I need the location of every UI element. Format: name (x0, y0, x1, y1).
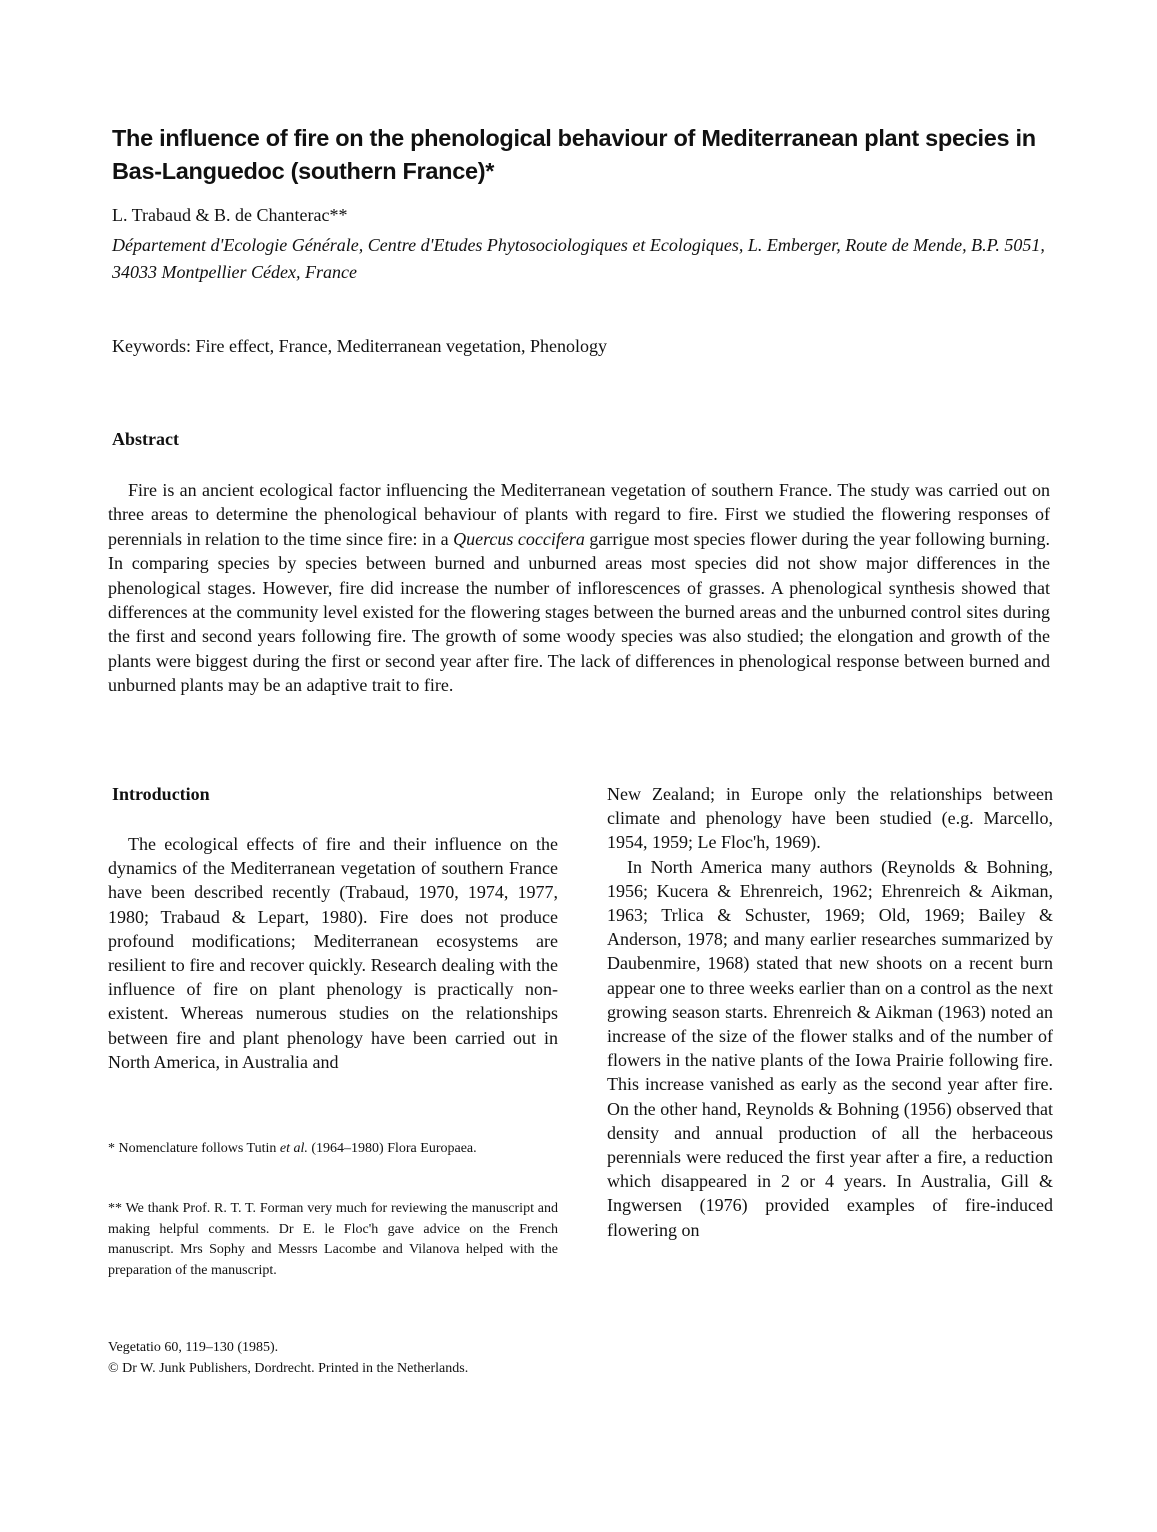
abstract-text-part-1: Fire is an ancient ecological factor influencing the Mediterranean vegetation of southern France. The study was carried out on three areas to determine the phenological behaviour of plants with regard to fire. First we studied the flowering responses of perennials in relation to the time since fire: in a (108, 480, 1050, 549)
abstract-species-name: Quercus coccifera (453, 528, 585, 549)
footnote-acknowledgements: ** We thank Prof. R. T. T. Forman very much for reviewing the manuscript and making helpful comments. Dr E. le Floc'h gave advice on the French manuscript. Mrs Sophy and Messrs Lacombe and Vilanova helped with the preparation of the manuscript. (108, 1201, 558, 1278)
introduction-heading: Introduction (112, 784, 210, 804)
abstract-heading: Abstract (112, 429, 179, 449)
journal-citation (108, 1338, 468, 1379)
footnote-1-part-2: (1964–1980) Flora Europaea. (307, 1141, 477, 1156)
introduction-right-paragraph-2: In North America many authors (Reynolds & Bohning, 1956; Kucera & Ehrenreich, 1962; Ehrenreich & Aikman, 1963; Trlica & Schuster, 1969; Old, 1969; Bailey & Anderson, 1978; and many earlier researches summarized by Daubenmire, 1968) stated that new shoots on a recent burn appear one to three weeks earlier than on a control as the next growing season starts. Ehrenreich & Aikman (1963) noted an increase of the size of the flower stalks and of the number of flowers in the native plants of the Iowa Prairie following fire. This increase vanished as early as the second year after fire. On the other hand, Reynolds & Bohning (1956) observed that density and annual production of all the herbaceous perennials were reduced the first year after a fire, a reduction which disappeared in 2 or 4 years. In Australia, Gill & Ingwersen (1976) provided examples of fire-induced flowering on (607, 856, 1053, 1240)
footnote-1-part-1: * Nomenclature follows Tutin (108, 1141, 280, 1156)
footnote-1-et-al: et al. (279, 1141, 308, 1156)
paper-title: The influence of fire on the phenological behaviour of Mediterranean plant species in Bas-Languedoc (southern France)* (112, 125, 1036, 184)
abstract-text (108, 478, 1050, 698)
introduction-right-paragraph-1: New Zealand; in Europe only the relationships between climate and phenology have been studied (e.g. Marcello, 1954, 1959; Le Floc'h, 1969). (607, 784, 1053, 853)
author-affiliation: Département d'Ecologie Générale, Centre d'Etudes Phytosociologiques et Ecologiques, L. Emberger, Route de Mende, B.P. 5051, 34033 Montpellier Cédex, France (112, 235, 1045, 282)
introduction-right-column (607, 782, 1053, 1242)
citation-publisher: © Dr W. Junk Publishers, Dordrecht. Printed in the Netherlands. (108, 1360, 469, 1376)
abstract-text-part-2: garrigue most species flower during the year following burning. In comparing species by species between burned and unburned areas most species did not show major differences in the phenological stages. However, fire did increase the number of inflorescences of grasses. A phenological synthesis showed that differences at the community level existed for the flowering stages between the burned areas and the unburned control sites during the first and second years following fire. The growth of some woody species was also studied; the elongation and growth of the plants were biggest during the first or second year after fire. The lack of differences in phenological response between burned and unburned plants may be an adaptive trait to fire. (108, 528, 1050, 696)
footnote-nomenclature (108, 1139, 558, 1160)
author-list: L. Trabaud & B. de Chanterac** (112, 205, 348, 225)
keywords: Keywords: Fire effect, France, Mediterranean vegetation, Phenology (112, 336, 607, 356)
introduction-left-column: The ecological effects of fire and their influence on the dynamics of the Mediterranean vegetation of southern France have been described recently (Trabaud, 1970, 1974, 1977, 1980; Trabaud & Lepart, 1980). Fire does not produce profound modifications; Mediterranean ecosystems are resilient to fire and recover quickly. Research dealing with the influence of fire on plant phenology is practically non-existent. Whereas numerous studies on the relationships between fire and plant phenology have been carried out in North America, in Australia and (108, 834, 558, 1072)
citation-journal: Vegetatio 60, 119–130 (1985). (108, 1340, 279, 1355)
